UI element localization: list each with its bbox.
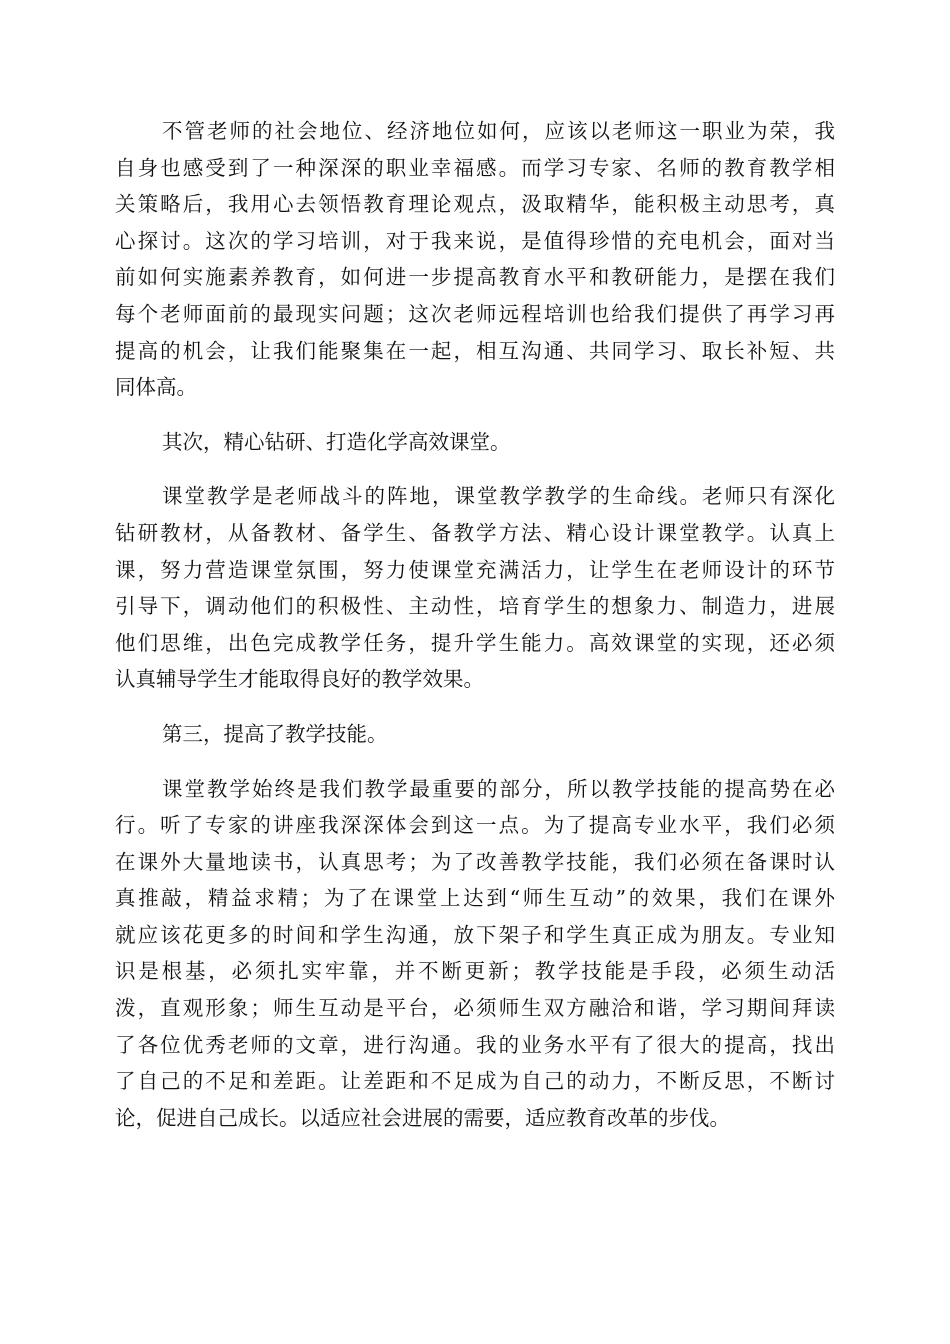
text-line: 就应该花更多的时间和学生沟通，放下架子和学生真正成为朋友。专业知 (115, 922, 835, 947)
text-line: 不管老师的社会地位、经济地位如何，应该以老师这一职业为荣，我 (162, 119, 835, 143)
paragraph-gap (115, 698, 835, 716)
text-line: 钻研教材，从备教材、备学生、备教学方法、精心设计课堂教学。认真上 (115, 520, 835, 545)
text-line: 其次，精心钻研、打造化学高效课堂。 (162, 429, 511, 454)
text-line: 了自己的不足和差距。让差距和不足成为自己的动力，不断反思，不断讨 (115, 1069, 835, 1094)
text-line: 识是根基，必须扎实牢靠，并不断更新；教学技能是手段，必须生动活 (115, 959, 835, 984)
text-line: 第三，提高了教学技能。 (162, 721, 388, 746)
section-heading (115, 716, 835, 753)
paragraph-gap (115, 406, 835, 424)
text-line: 了各位优秀老师的文章，进行沟通。我的业务水平有了很大的提高，找出 (115, 1032, 835, 1057)
text-line: 泼，直观形象；师生互动是平台，必须师生双方融洽和谐，学习期间拜读 (115, 996, 835, 1021)
text-line: 真推敲，精益求精；为了在课堂上达到“师生互动”的效果，我们在课外 (115, 886, 835, 911)
paragraph (115, 478, 835, 698)
text-line: 关策略后，我用心去领悟教育理论观点，汲取精华，能积极主动思考，真 (115, 192, 835, 217)
text-line: 课堂教学是老师战斗的阵地，课堂教学教学的生命线。老师只有深化 (162, 484, 835, 509)
paragraph (115, 771, 835, 1137)
text-line: 同体高。 (115, 375, 197, 400)
section-heading (115, 424, 835, 461)
text-line: 提高的机会，让我们能聚集在一起，相互沟通、共同学习、取长补短、共 (115, 338, 835, 363)
text-line: 认真辅导学生才能取得良好的教学效果。 (115, 667, 484, 692)
text-line: 心探讨。这次的学习培训，对于我来说，是值得珍惜的充电机会，面对当 (115, 228, 835, 253)
text-line: 论，促进自己成长。以适应社会进展的需要，适应教育改革的步伐。 (115, 1105, 730, 1130)
document-page (115, 113, 835, 1136)
text-line: 他们思维，出色完成教学任务，提升学生能力。高效课堂的实现，还必须 (115, 630, 835, 655)
text-line: 前如何实施素养教育，如何进一步提高教育水平和教研能力，是摆在我们 (115, 265, 835, 290)
paragraph (115, 113, 835, 406)
text-line: 自身也感受到了一种深深的职业幸福感。而学习专家、名师的教育教学相 (115, 155, 835, 180)
text-line: 在课外大量地读书，认真思考；为了改善教学技能，我们必须在备课时认 (115, 849, 835, 874)
paragraph-gap (115, 460, 835, 478)
text-line: 课，努力营造课堂氛围，努力使课堂充满活力，让学生在老师设计的环节 (115, 557, 835, 582)
text-line: 每个老师面前的最现实问题；这次老师远程培训也给我们提供了再学习再 (115, 301, 835, 326)
text-line: 引导下，调动他们的积极性、主动性，培育学生的想象力、制造力，进展 (115, 594, 835, 619)
paragraph-gap (115, 753, 835, 771)
text-line: 行。听了专家的讲座我深深体会到这一点。为了提高专业水平，我们必须 (115, 813, 835, 838)
text-line: 课堂教学始终是我们教学最重要的部分，所以教学技能的提高势在必 (162, 776, 835, 801)
